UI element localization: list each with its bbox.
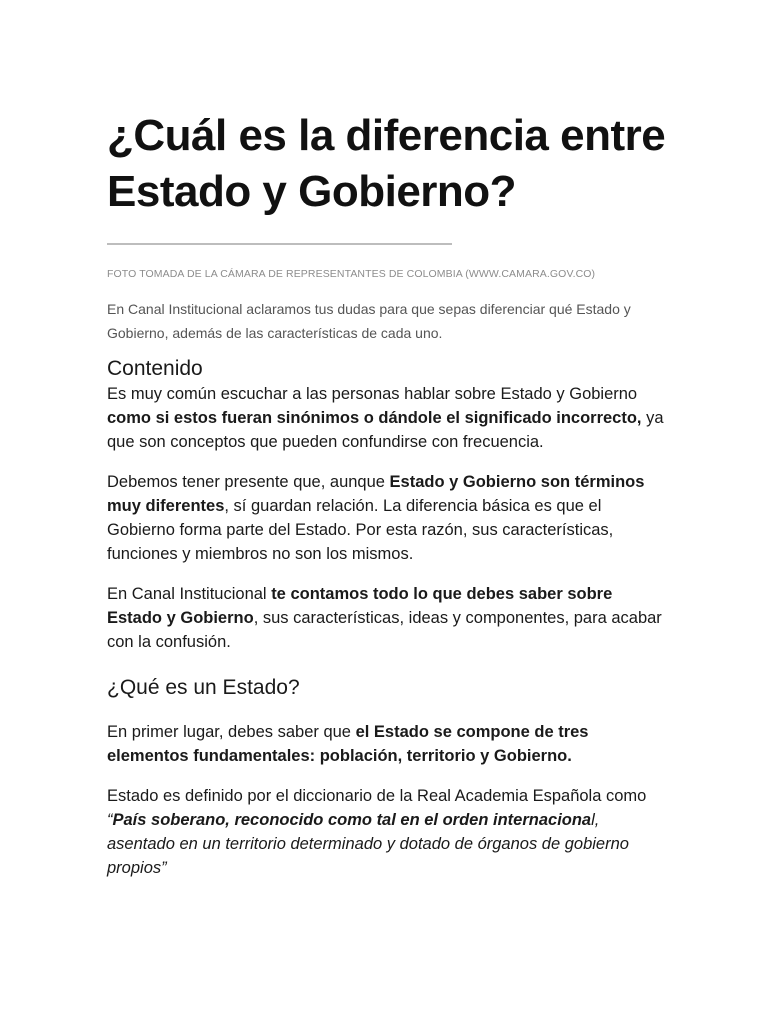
article-title: ¿Cuál es la diferencia entre Estado y Gobierno? xyxy=(107,111,666,216)
contents-heading: Contenido xyxy=(107,357,203,380)
p2-text-a: Debemos tener presente que, aunque xyxy=(107,473,390,491)
photo-caption: FOTO TOMADA DE LA CÁMARA DE REPRESENTANTES DE COLOMBIA (WWW.CAMARA.GOV.CO) xyxy=(107,268,596,280)
quote-bold: País soberano, reconocido como tal en el orden internaciona xyxy=(112,811,592,829)
quote-rest: l, asentado en un territorio determinado y dotado de órganos de gobierno propios” xyxy=(107,811,629,877)
title-divider xyxy=(107,243,452,245)
p2-bold: Estado y Gobierno son términos muy diferentes xyxy=(107,473,645,515)
p5-text-a: Estado es definido por el diccionario de la Real Academia Española como xyxy=(107,787,647,805)
paragraph-2 xyxy=(107,470,667,566)
p3-text-c: , sus características, ideas y componentes, para acabar con la confusión. xyxy=(107,609,662,651)
paragraph-1 xyxy=(107,382,667,454)
p4-bold: el Estado se compone de tres elementos fundamentales: población, territorio y Gobierno. xyxy=(107,723,589,765)
p2-text-c: , sí guardan relación. La diferencia básica es que el Gobierno forma parte del Estado. Por esta razón, sus características, funciones y miembros no son los mismos. xyxy=(107,497,614,563)
p1-bold: como si estos fueran sinónimos o dándole el significado incorrecto, xyxy=(107,409,642,427)
p4-text-a: En primer lugar, debes saber que xyxy=(107,723,356,741)
p3-text-a: En Canal Institucional xyxy=(107,585,272,603)
paragraph-3 xyxy=(107,582,667,654)
paragraph-4 xyxy=(107,720,667,768)
p3-bold: te contamos todo lo que debes saber sobre Estado y Gobierno xyxy=(107,585,613,627)
p1-text-a: Es muy común escuchar a las personas hablar sobre Estado y Gobierno xyxy=(107,385,638,403)
quote-open: “ xyxy=(107,811,113,829)
section-heading-estado: ¿Qué es un Estado? xyxy=(107,676,300,699)
definition-quote xyxy=(107,811,629,877)
p1-text-c: ya que son conceptos que pueden confundirse con frecuencia. xyxy=(107,409,664,451)
paragraph-5 xyxy=(107,784,667,880)
article xyxy=(107,108,667,880)
intro-paragraph: En Canal Institucional aclaramos tus dudas para que sepas diferenciar qué Estado y Gobierno, además de las características de cada uno. xyxy=(107,301,631,341)
